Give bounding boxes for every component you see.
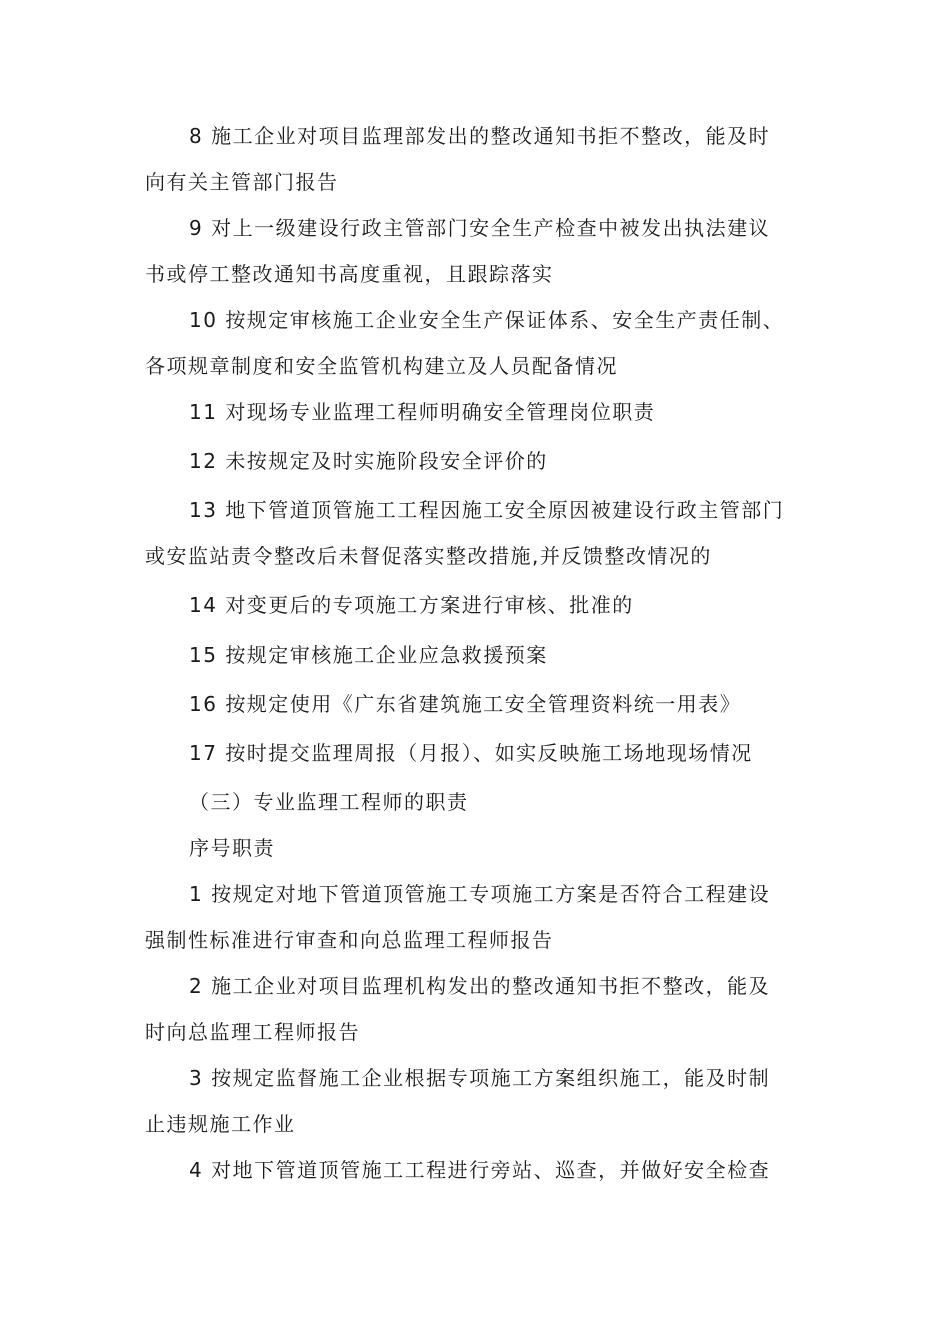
list-item-continuation: 或安监站责令整改后未督促落实整改措施,并反馈整改情况的 — [145, 544, 712, 568]
item-number: 12 — [189, 449, 218, 473]
item-number: 17 — [189, 741, 218, 765]
item-text: 施工企业对项目监理机构发出的整改通知书拒不整改，能及 — [211, 974, 771, 998]
list-item — [189, 963, 770, 1009]
item-number: 14 — [189, 593, 218, 617]
item-number: 4 — [189, 1158, 204, 1182]
item-text: 对上一级建设行政主管部门安全生产检查中被发出执法建议 — [211, 216, 771, 240]
item-text: 地下管道顶管施工工程因施工安全原因被建设行政主管部门 — [225, 498, 785, 522]
item-number: 3 — [189, 1066, 204, 1090]
item-number: 16 — [189, 692, 218, 716]
table-header: 序号职责 — [189, 836, 275, 860]
list-item — [189, 113, 770, 159]
list-item — [189, 1147, 770, 1193]
list-item — [189, 582, 634, 628]
list-item — [189, 438, 548, 484]
item-number: 8 — [189, 124, 204, 148]
list-item-continuation: 书或停工整改通知书高度重视，且跟踪落实 — [145, 262, 554, 286]
list-item — [189, 297, 784, 343]
item-number: 11 — [189, 400, 218, 424]
list-item-continuation: 止违规施工作业 — [145, 1112, 296, 1136]
list-item — [189, 1055, 770, 1101]
list-item-continuation: 强制性标准进行审查和向总监理工程师报告 — [145, 928, 554, 952]
item-number: 2 — [189, 974, 204, 998]
item-text: 未按规定及时实施阶段安全评价的 — [225, 449, 548, 473]
item-number: 1 — [189, 882, 204, 906]
section-heading: （三）专业监理工程师的职责 — [189, 790, 469, 814]
list-item — [189, 487, 784, 533]
list-item — [189, 681, 741, 727]
item-text: 按规定使用《广东省建筑施工安全管理资料统一用表》 — [225, 692, 742, 716]
item-number: 10 — [189, 308, 218, 332]
item-text: 按规定审核施工企业应急救援预案 — [225, 643, 548, 667]
list-item-continuation: 向有关主管部门报告 — [145, 170, 339, 194]
item-text: 对地下管道顶管施工工程进行旁站、巡查，并做好安全检查 — [211, 1158, 771, 1182]
item-text: 按规定对地下管道顶管施工专项施工方案是否符合工程建设 — [211, 882, 771, 906]
list-item — [189, 730, 753, 776]
list-item — [189, 389, 655, 435]
list-item — [189, 871, 770, 917]
list-item-continuation: 各项规章制度和安全监管机构建立及人员配备情况 — [145, 354, 618, 378]
item-text: 施工企业对项目监理部发出的整改通知书拒不整改，能及时 — [211, 124, 771, 148]
item-text: 按规定监督施工企业根据专项施工方案组织施工，能及时制 — [211, 1066, 771, 1090]
list-item-continuation: 时向总监理工程师报告 — [145, 1020, 360, 1044]
item-text: 按规定审核施工企业安全生产保证体系、安全生产责任制、 — [225, 308, 785, 332]
item-number: 13 — [189, 498, 218, 522]
list-item — [189, 205, 770, 251]
item-number: 9 — [189, 216, 204, 240]
item-text: 按时提交监理周报（月报）、如实反映施工场地现场情况 — [225, 741, 753, 765]
item-number: 15 — [189, 643, 218, 667]
item-text: 对变更后的专项施工方案进行审核、批准的 — [225, 593, 634, 617]
list-item — [189, 632, 548, 678]
item-text: 对现场专业监理工程师明确安全管理岗位职责 — [225, 400, 656, 424]
